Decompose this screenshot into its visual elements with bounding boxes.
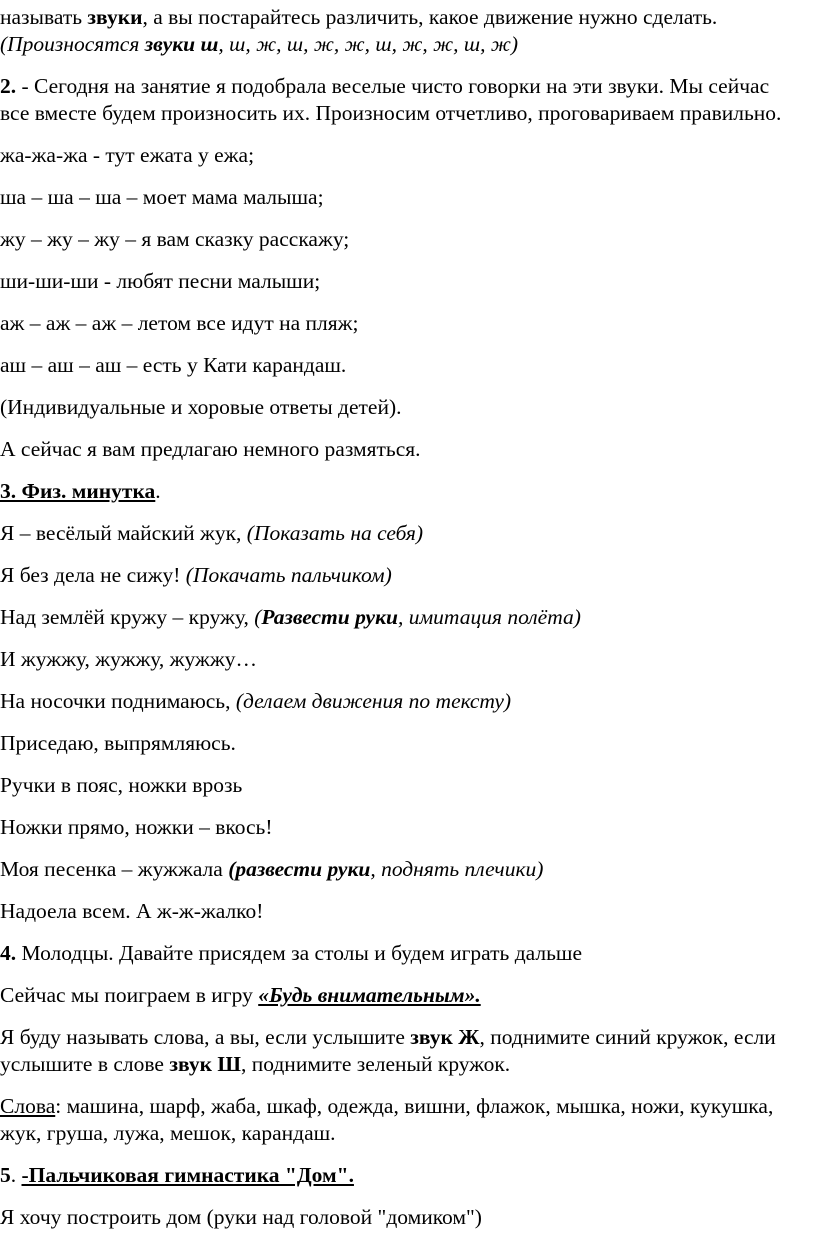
- rules-text: , поднимите зеленый кружок.: [240, 1052, 511, 1076]
- poem-note: , имитация полёта): [397, 605, 581, 629]
- poem-line-6: Приседаю, выпрямляюсь.: [0, 731, 236, 755]
- section-4-text: Молодцы. Давайте присядем за столы и будем играть дальше: [16, 941, 583, 965]
- tongue-twister-4: ши-ши-ши - любят песни малыши;: [0, 269, 321, 293]
- section-3-dot: .: [155, 479, 161, 503]
- poem-text: Я без дела не сижу!: [0, 563, 186, 587]
- game-line: [0, 982, 802, 1009]
- poem-text: На носочки поднимаюсь,: [0, 689, 236, 713]
- poem-line-4: И жужжу, жужжу, жужжу…: [0, 647, 257, 671]
- rules-bold-zh: звук Ж: [410, 1025, 480, 1049]
- game-rules: [0, 1024, 802, 1078]
- poem-text: Над землёй кружу – кружу,: [0, 605, 255, 629]
- section-5-title: -Пальчиковая гимнастика "Дом".: [21, 1163, 354, 1187]
- answers-note: (Индивидуальные и хоровые ответы детей).: [0, 395, 402, 419]
- intro-bold: звуки: [87, 5, 143, 29]
- rules-text: , поднимите синий кружок, если услышите в слове: [0, 1025, 776, 1076]
- tongue-twister-3: жу – жу – жу – я вам сказку расскажу;: [0, 227, 350, 251]
- poem-line-9: [0, 856, 802, 883]
- section-5-line: Я хочу построить дом (руки над головой "домиком"): [0, 1205, 482, 1229]
- poem-text: Я – весёлый майский жук,: [0, 521, 247, 545]
- section-3-heading: [0, 478, 802, 505]
- poem-note-bold: (развести руки: [228, 857, 371, 881]
- tongue-twister-2: ша – ша – ша – моет мама малыша;: [0, 185, 324, 209]
- section-5-number: 5: [0, 1163, 11, 1187]
- poem-line-5: [0, 688, 802, 715]
- section-4-number: 4.: [0, 941, 17, 965]
- poem-line-2: [0, 562, 802, 589]
- poem-note: (Покачать пальчиком): [185, 563, 392, 587]
- intro-text-2: , а вы постарайтесь различить, какое движение нужно сделать.: [142, 5, 718, 29]
- section-3-title: 3. Физ. минутка: [0, 479, 156, 503]
- section-2-number: 2.: [0, 74, 17, 98]
- poem-note: , поднять плечики): [370, 857, 544, 881]
- game-text: Сейчас мы поиграем в игру: [0, 983, 259, 1007]
- section-2-paragraph: [0, 73, 802, 127]
- poem-note-bold: Развести руки: [261, 605, 398, 629]
- poem-line-1: [0, 520, 802, 547]
- intro-italic: (Произносятся: [0, 32, 145, 56]
- words-label: Слова: [0, 1094, 56, 1118]
- tongue-twister-6: аш – аш – аш – есть у Кати карандаш.: [0, 353, 347, 377]
- words-list: [0, 1093, 802, 1147]
- poem-note: (: [254, 605, 262, 629]
- poem-line-8: Ножки прямо, ножки – вкось!: [0, 815, 273, 839]
- intro-italic-2: , ш, ж, ш, ж, ж, ш, ж, ж, ш, ж): [218, 32, 518, 56]
- intro-italic-bold: звуки ш: [144, 32, 219, 56]
- stretch-line: А сейчас я вам предлагаю немного размяться.: [0, 437, 421, 461]
- intro-text: называть: [0, 5, 88, 29]
- section-5-sep: .: [10, 1163, 22, 1187]
- section-5-heading: [0, 1162, 802, 1189]
- section-2-text: - Сегодня на занятие я подобрала веселые чисто говорки на эти звуки. Мы сейчас все вместе будем произносить их. Произносим отчетливо, проговариваем правильно.: [0, 74, 782, 125]
- poem-note: (делаем движения по тексту): [235, 689, 512, 713]
- rules-bold-sh: звук Ш: [169, 1052, 241, 1076]
- poem-text: Моя песенка – жужжала: [0, 857, 229, 881]
- section-4-paragraph: [0, 940, 802, 967]
- game-name: «Будь внимательным».: [258, 983, 481, 1007]
- poem-line-7: Ручки в пояс, ножки врозь: [0, 773, 243, 797]
- poem-line-3: [0, 604, 802, 631]
- poem-line-10: Надоела всем. А ж-ж-жалко!: [0, 899, 264, 923]
- poem-note: (Показать на себя): [246, 521, 424, 545]
- tongue-twister-1: жа-жа-жа - тут ежата у ежа;: [0, 143, 255, 167]
- intro-paragraph: [0, 4, 802, 58]
- rules-text: Я буду называть слова, а вы, если услышите: [0, 1025, 411, 1049]
- words-text: : машина, шарф, жаба, шкаф, одежда, вишни, флажок, мышка, ножи, кукушка, жук, груша, лужа, мешок, карандаш.: [0, 1094, 774, 1145]
- tongue-twister-5: аж – аж – аж – летом все идут на пляж;: [0, 311, 359, 335]
